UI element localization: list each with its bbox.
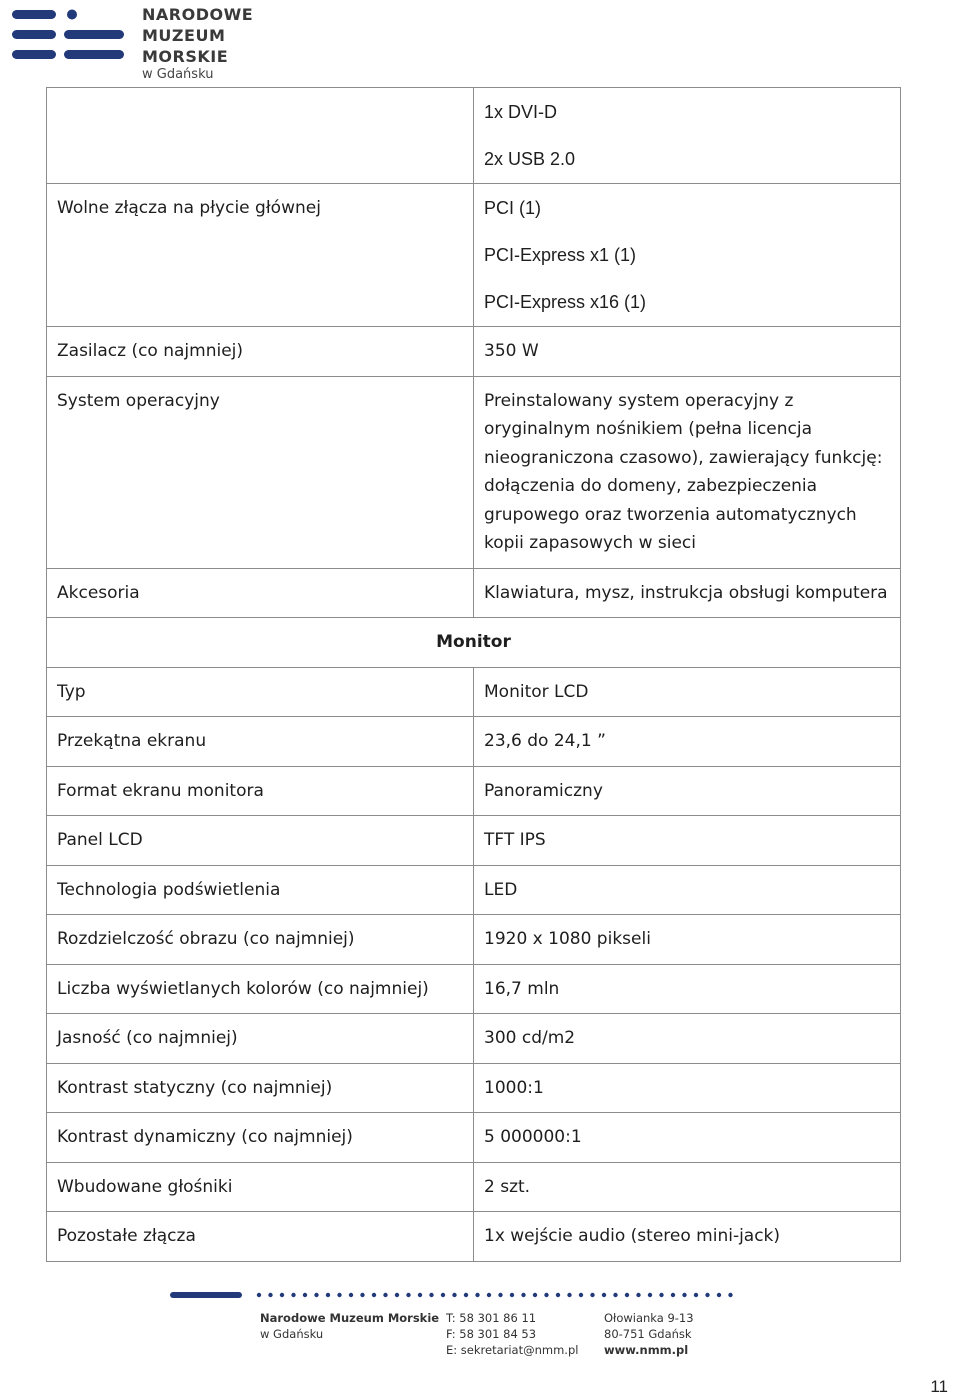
logo-wave-icon bbox=[12, 8, 124, 68]
footer-address bbox=[604, 1310, 694, 1358]
monitor-rows bbox=[47, 667, 901, 1261]
psu-label: Zasilacz (co najmniej) bbox=[47, 327, 474, 377]
logo-line-3: MORSKIE bbox=[142, 47, 229, 66]
table-row bbox=[47, 327, 901, 377]
slot-value: PCI (1) bbox=[484, 198, 542, 218]
os-label: System operacyjny bbox=[47, 376, 474, 568]
monitor-spec-value: 5 000000:1 bbox=[474, 1113, 901, 1163]
monitor-spec-label: Technologia podświetlenia bbox=[47, 865, 474, 915]
spec-table bbox=[46, 87, 901, 1262]
table-row bbox=[47, 915, 901, 965]
footer-address-city: 80-751 Gdańsk bbox=[604, 1327, 692, 1341]
table-row bbox=[47, 618, 901, 668]
monitor-spec-value: Panoramiczny bbox=[474, 766, 901, 816]
footer-contact bbox=[446, 1310, 578, 1358]
monitor-spec-label: Wbudowane głośniki bbox=[47, 1162, 474, 1212]
monitor-spec-value: 300 cd/m2 bbox=[474, 1014, 901, 1064]
logo-line-1: NARODOWE bbox=[142, 5, 254, 24]
ports-value-cell bbox=[474, 88, 901, 184]
page-footer bbox=[170, 1292, 740, 1362]
footer-fax: F: 58 301 84 53 bbox=[446, 1327, 537, 1341]
table-row bbox=[47, 1014, 901, 1064]
table-row bbox=[47, 667, 901, 717]
table-row bbox=[47, 816, 901, 866]
footer-dots-icon bbox=[256, 1292, 736, 1298]
logo-wordmark bbox=[142, 4, 253, 83]
table-row bbox=[47, 717, 901, 767]
ports-value: 2x USB 2.0 bbox=[484, 149, 576, 169]
footer-email[interactable]: E: sekretariat@nmm.pl bbox=[446, 1343, 579, 1357]
monitor-spec-label: Pozostałe złącza bbox=[47, 1212, 474, 1262]
monitor-spec-value: 1000:1 bbox=[474, 1063, 901, 1113]
monitor-spec-value: 16,7 mln bbox=[474, 964, 901, 1014]
accessories-value: Klawiatura, mysz, instrukcja obsługi komputera bbox=[474, 568, 901, 618]
table-row bbox=[47, 1212, 901, 1262]
os-value: Preinstalowany system operacyjny z oryginalnym nośnikiem (pełna licencja nieograniczona czasowo), zawierający funkcję: dołączenia do domeny, zabezpieczenia grupowego oraz tworzenia automatycznych kopii zapasowych w sieci bbox=[474, 376, 901, 568]
monitor-spec-label: Liczba wyświetlanych kolorów (co najmniej) bbox=[47, 964, 474, 1014]
footer-address-street: Ołowianka 9-13 bbox=[604, 1311, 694, 1325]
monitor-spec-value: 1920 x 1080 pikseli bbox=[474, 915, 901, 965]
monitor-spec-label: Jasność (co najmniej) bbox=[47, 1014, 474, 1064]
table-row bbox=[47, 1113, 901, 1163]
table-row bbox=[47, 865, 901, 915]
monitor-spec-label: Kontrast statyczny (co najmniej) bbox=[47, 1063, 474, 1113]
footer-website[interactable]: www.nmm.pl bbox=[604, 1343, 689, 1357]
slot-value: PCI-Express x16 (1) bbox=[484, 292, 647, 312]
logo-subtitle: w Gdańsku bbox=[142, 67, 214, 82]
monitor-spec-value: 23,6 do 24,1 ” bbox=[474, 717, 901, 767]
table-row bbox=[47, 1162, 901, 1212]
monitor-spec-label: Przekątna ekranu bbox=[47, 717, 474, 767]
page-number: 11 bbox=[930, 1377, 948, 1396]
slots-value-cell bbox=[474, 184, 901, 327]
footer-phone: T: 58 301 86 11 bbox=[446, 1311, 537, 1325]
footer-org-name: Narodowe Muzeum Morskie bbox=[260, 1311, 440, 1325]
accessories-label: Akcesoria bbox=[47, 568, 474, 618]
table-row bbox=[47, 376, 901, 568]
logo-line-2: MUZEUM bbox=[142, 26, 226, 45]
table-row bbox=[47, 964, 901, 1014]
table-row bbox=[47, 568, 901, 618]
table-row bbox=[47, 184, 901, 327]
museum-logo bbox=[12, 4, 254, 82]
table-row bbox=[47, 1063, 901, 1113]
slot-value: PCI-Express x1 (1) bbox=[484, 245, 637, 265]
monitor-spec-label: Typ bbox=[47, 667, 474, 717]
footer-org bbox=[260, 1310, 439, 1342]
table-row bbox=[47, 766, 901, 816]
monitor-spec-label: Kontrast dynamiczny (co najmniej) bbox=[47, 1113, 474, 1163]
footer-bar bbox=[170, 1292, 242, 1298]
ports-value: 1x DVI-D bbox=[484, 102, 558, 122]
monitor-spec-label: Format ekranu monitora bbox=[47, 766, 474, 816]
monitor-spec-value: LED bbox=[474, 865, 901, 915]
slots-label: Wolne złącza na płycie głównej bbox=[47, 184, 474, 327]
monitor-spec-value: 1x wejście audio (stereo mini-jack) bbox=[474, 1212, 901, 1262]
monitor-spec-label: Rozdzielczość obrazu (co najmniej) bbox=[47, 915, 474, 965]
monitor-spec-value: TFT IPS bbox=[474, 816, 901, 866]
table-row bbox=[47, 88, 901, 184]
monitor-spec-value: Monitor LCD bbox=[474, 667, 901, 717]
monitor-section-header: Monitor bbox=[47, 618, 901, 668]
psu-value: 350 W bbox=[474, 327, 901, 377]
monitor-spec-label: Panel LCD bbox=[47, 816, 474, 866]
ports-label-cell bbox=[47, 88, 474, 184]
footer-org-city: w Gdańsku bbox=[260, 1327, 324, 1341]
monitor-spec-value: 2 szt. bbox=[474, 1162, 901, 1212]
